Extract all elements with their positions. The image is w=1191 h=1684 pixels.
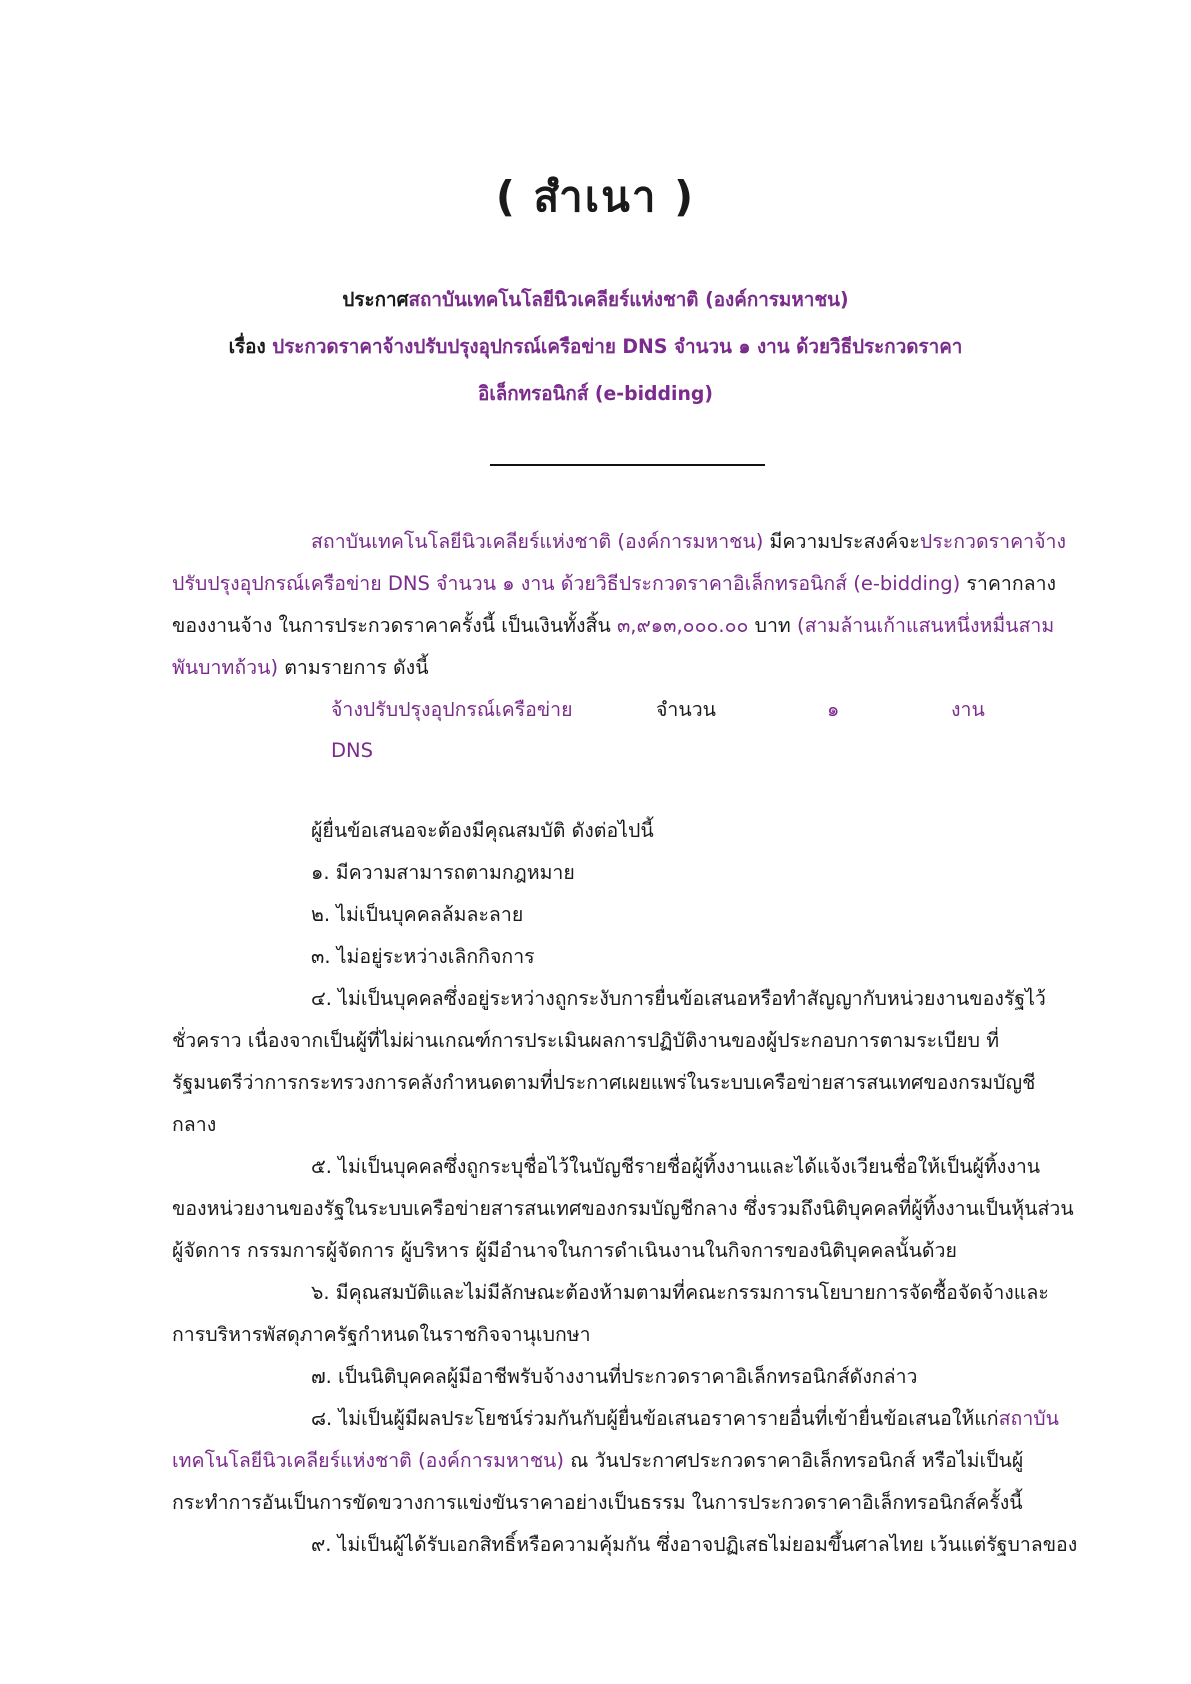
budget-amount: ๓,๙๑๓,๐๐๐.๐๐: [616, 614, 749, 637]
budget-in-words-cont: พันบาทถ้วน): [172, 656, 279, 679]
qualification-5-line2: ของหน่วยงานของรัฐในระบบเครือข่ายสารสนเทศของกรมบัญชีกลาง ซึ่งรวมถึงนิติบุคคลที่ผู้ทิ้งงานเป็นหุ้นส่วน: [172, 1197, 1074, 1220]
qualification-8-line1: [311, 1403, 1059, 1434]
qualification-2: ๒. ไม่เป็นบุคคลล้มละลาย: [311, 903, 524, 926]
qualification-4-line1: ๔. ไม่เป็นบุคคลซึ่งอยู่ระหว่างถูกระงับการยื่นข้อเสนอหรือทำสัญญากับหน่วยงานของรัฐไว้: [311, 987, 1046, 1010]
intro-project-cont: ปรับปรุงอุปกรณ์เครือข่าย DNS จำนวน ๑ งาน ด้วยวิธีประกวดราคาอิเล็กทรอนิกส์ (e-bidding): [172, 572, 961, 595]
intro-line-2: [172, 568, 1056, 599]
qualification-5-line3: ผู้จัดการ กรรมการผู้จัดการ ผู้บริหาร ผู้มีอำนาจในการดำเนินงานในกิจการของนิติบุคคลนั้นด้วย: [172, 1239, 957, 1262]
heading-prefix: ประกาศ: [342, 288, 409, 311]
item-qty-label: จำนวน: [656, 698, 716, 721]
qualification-organization: สถาบัน: [998, 1407, 1059, 1430]
item-name-line2: DNS: [331, 739, 373, 762]
qualification-9-line1: ๙. ไม่เป็นผู้ได้รับเอกสิทธิ์หรือความคุ้มกัน ซึ่งอาจปฏิเสธไม่ยอมขึ้นศาลไทย เว้นแต่รัฐบาลของ: [311, 1533, 1078, 1556]
intro-project: ประกวดราคาจ้าง: [919, 530, 1066, 553]
budget-in-words: (สามล้านเก้าแสนหนึ่งหมื่นสาม: [797, 614, 1055, 637]
intro-text: มีความประสงค์จะ: [763, 530, 920, 553]
qualification-7: ๗. เป็นนิติบุคคลผู้มีอาชีพรับจ้างงานที่ประกวดราคาอิเล็กทรอนิกส์ดังกล่าว: [311, 1365, 918, 1388]
intro-line-1: [311, 526, 1066, 557]
item-name-line1: จ้างปรับปรุงอุปกรณ์เครือข่าย: [331, 698, 573, 721]
item-name: [331, 694, 573, 762]
item-unit: งาน: [951, 698, 985, 721]
item-qty: ๑: [827, 698, 840, 721]
qualification-4-line4: กลาง: [172, 1113, 217, 1136]
qualification-6-line1: ๖. มีคุณสมบัติและไม่มีลักษณะต้องห้ามตามที่คณะกรรมการนโยบายการจัดซื้อจัดจ้างและ: [311, 1281, 1049, 1304]
announcement-heading-line1: [20, 284, 1171, 315]
subject-prefix: เรื่อง: [228, 335, 273, 358]
qualification-text: ณ วันประกาศประกวดราคาอิเล็กทรอนิกส์ หรือไม่เป็นผู้: [564, 1449, 1024, 1472]
announcement-subject-line2: อิเล็กทรอนิกส์ (e-bidding): [478, 382, 713, 405]
qualification-5-line1: ๕. ไม่เป็นบุคคลซึ่งถูกระบุชื่อไว้ในบัญชีรายชื่อผู้ทิ้งงานและได้แจ้งเวียนชื่อให้เป็นผู้ทิ้งงาน: [311, 1155, 1041, 1178]
qualification-4-line3: รัฐมนตรีว่าการกระทรวงการคลังกำหนดตามที่ประกาศเผยแพร่ในระบบเครือข่ายสารสนเทศของกรมบัญชี: [172, 1071, 1036, 1094]
qualification-8-line2: [172, 1445, 1023, 1476]
heading-organization: สถาบันเทคโนโลยีนิวเคลียร์แห่งชาติ (องค์การมหาชน): [408, 288, 849, 311]
announcement-subject-line1: [20, 331, 1171, 362]
qualification-4-line2: ชั่วคราว เนื่องจากเป็นผู้ที่ไม่ผ่านเกณฑ์การประเมินผลการปฏิบัติงานของผู้ประกอบการตามระเบียบ ที่: [172, 1029, 1000, 1052]
intro-line-4: [172, 652, 429, 683]
qualifications-intro: ผู้ยื่นข้อเสนอจะต้องมีคุณสมบัติ ดังต่อไปนี้: [311, 819, 654, 842]
intro-organization: สถาบันเทคโนโลยีนิวเคลียร์แห่งชาติ (องค์การมหาชน): [311, 530, 764, 553]
qualification-6-line2: การบริหารพัสดุภาครัฐกำหนดในราชกิจจานุเบกษา: [172, 1323, 591, 1346]
qualification-1: ๑. มีความสามารถตามกฎหมาย: [311, 861, 575, 884]
intro-text: บาท: [748, 614, 797, 637]
intro-text: ตามรายการ ดังนี้: [278, 656, 429, 679]
subject-text: ประกวดราคาจ้างปรับปรุงอุปกรณ์เครือข่าย DNS จำนวน ๑ งาน ด้วยวิธีประกวดราคา: [272, 335, 963, 358]
intro-text: ของงานจ้าง ในการประกวดราคาครั้งนี้ เป็นเงินทั้งสิ้น: [172, 614, 617, 637]
qualification-3: ๓. ไม่อยู่ระหว่างเลิกกิจการ: [311, 945, 535, 968]
copy-mark: ( สำเนา ): [495, 172, 696, 221]
intro-line-3: [172, 610, 1054, 641]
qualification-text: ๘. ไม่เป็นผู้มีผลประโยชน์ร่วมกันกับผู้ยื่นข้อเสนอราคารายอื่นที่เข้ายื่นข้อเสนอให้แก่: [311, 1407, 999, 1430]
qualification-8-line3: กระทำการอันเป็นการขัดขวางการแข่งขันราคาอย่างเป็นธรรม ในการประกวดราคาอิเล็กทรอนิกส์ครั้งนี้: [172, 1491, 1023, 1514]
intro-text: ราคากลาง: [960, 572, 1057, 595]
qualification-organization-cont: เทคโนโลยีนิวเคลียร์แห่งชาติ (องค์การมหาชน): [172, 1449, 564, 1472]
heading-divider: [490, 464, 765, 466]
